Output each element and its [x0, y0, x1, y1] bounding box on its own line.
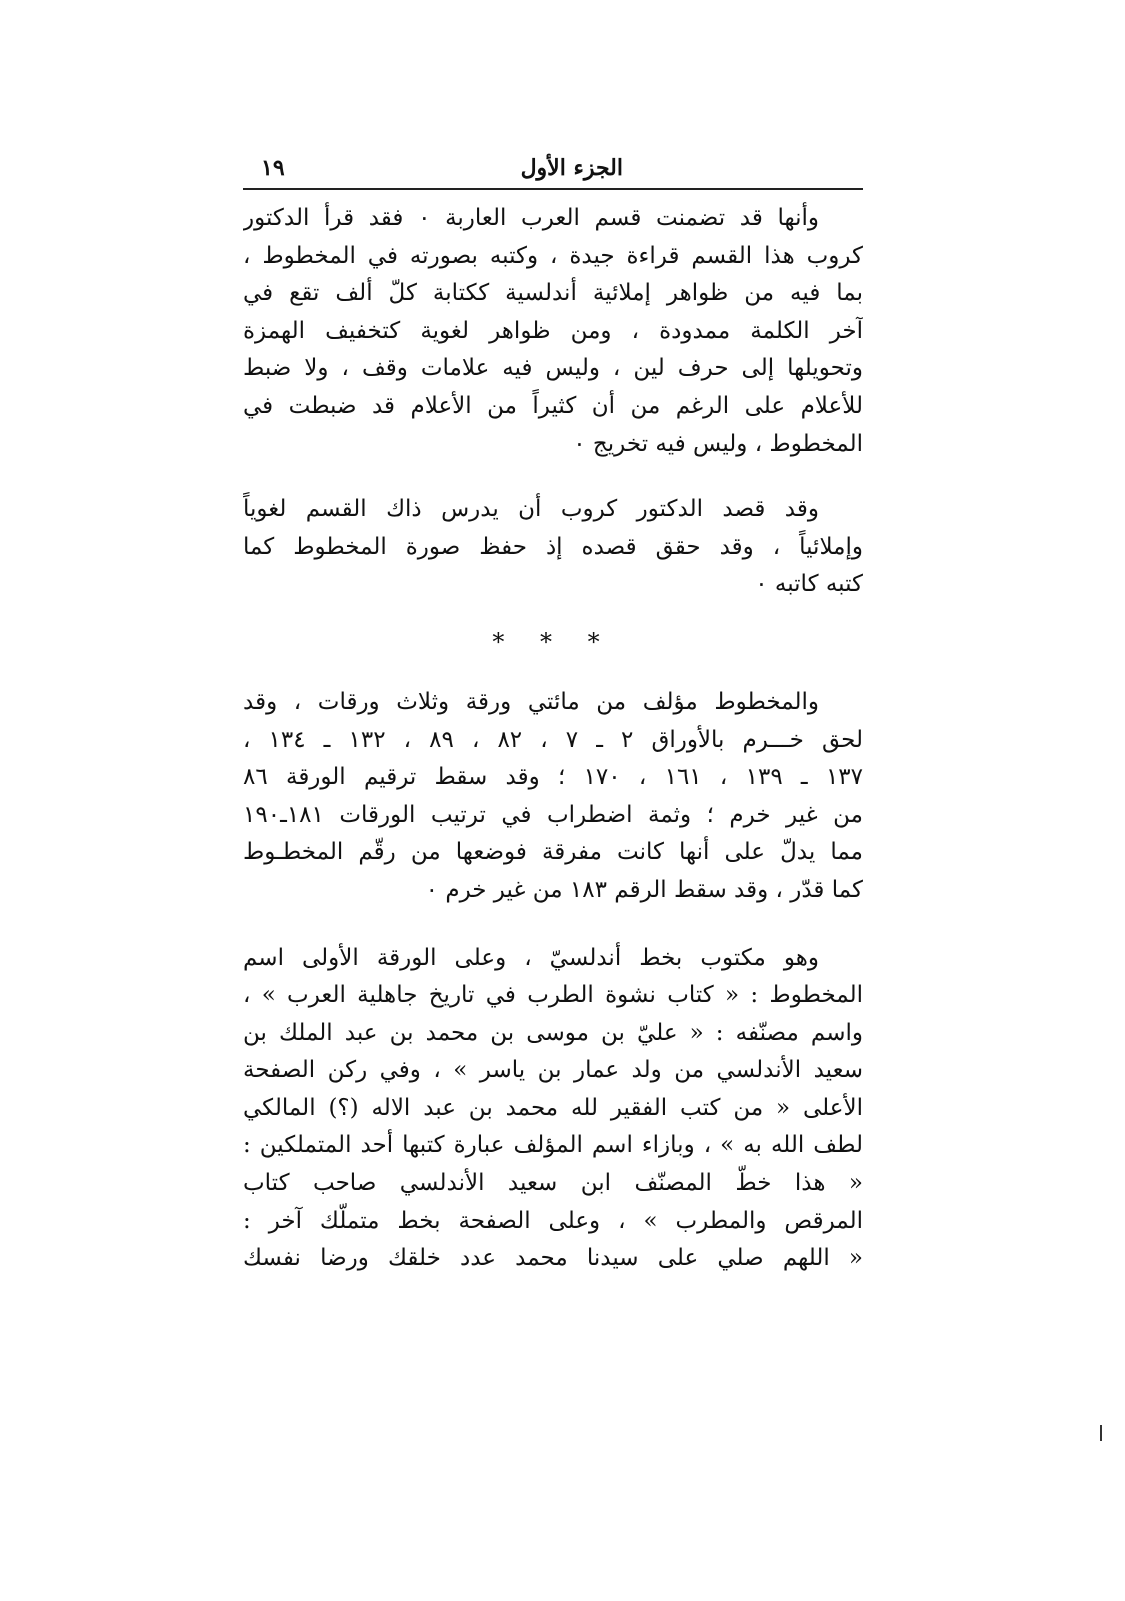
text-line: سعيد الأندلسي من ولد عمار بن ياسر » ، وفي ركن الصفحة [243, 1057, 863, 1084]
text-line: واسم مصنّفه : « عليّ بن موسى بن محمد بن عبد الملك بن [243, 1019, 863, 1046]
paragraph-gap [243, 463, 863, 491]
section-separator: * * * [492, 627, 614, 656]
header-rule [243, 188, 863, 190]
text-line: كتبه كاتبه ٠ [755, 571, 863, 598]
running-head [243, 150, 863, 186]
paragraph-gap [243, 910, 863, 940]
text-line: وأنها قد تضمنت قسم العرب العاربة ٠ فقد قرأ الدكتور [243, 205, 820, 231]
paragraph-gap [243, 662, 863, 684]
paragraph-4 [243, 940, 863, 1278]
text-line: « اللهم صلي على سيدنا محمد عدد خلقك ورضا نفسك [243, 1245, 863, 1272]
text-line: المخطوط : « كتاب نشوة الطرب في تاريخ جاهلية العرب » ، [243, 982, 863, 1009]
text-line: بما فيه من ظواهر إملائية أندلسية ككتابة كلّ ألف تقع في [243, 280, 863, 307]
paragraph-3 [243, 684, 863, 910]
paragraph-gap [243, 604, 863, 622]
text-line: المرقص والمطرب » ، وعلى الصفحة بخط متملّك آخر : [243, 1207, 863, 1234]
paragraph-2 [243, 491, 863, 604]
paragraph-1 [243, 200, 863, 463]
text-line: للأعلام على الرغم من أن كثيراً من الأعلام قد ضبطت في [243, 392, 863, 419]
text-line: الأعلى « من كتب الفقير لله محمد بن عبد الاله (؟) المالكي [243, 1094, 863, 1121]
text-line: كروب هذا القسم قراءة جيدة ، وكتبه بصورته في المخطوط ، [243, 242, 863, 269]
text-line: وتحويلها إلى حرف لين ، وليس فيه علامات وقف ، ولا ضبط [243, 355, 863, 382]
text-line: المخطوط ، وليس فيه تخريج ٠ [573, 430, 863, 457]
page-body [243, 200, 863, 1278]
text-line: ١٣٧ ـ ١٣٩ ، ١٦١ ، ١٧٠ ؛ وقد سقط ترقيم الورقة ٨٦ [243, 764, 863, 791]
text-line: كما قدّر ، وقد سقط الرقم ١٨٣ من غير خرم ٠ [425, 876, 863, 903]
page-number: ١٩ [261, 155, 285, 181]
text-line: من غير خرم ؛ وثمة اضطراب في ترتيب الورقات ١٨١ـ١٩٠ [243, 801, 863, 828]
text-line: « هذا خطّ المصنّف ابن سعيد الأندلسي صاحب كتاب [243, 1170, 863, 1197]
running-title: الجزء الأول [520, 155, 623, 181]
text-line: والمخطوط مؤلف من مائتي ورقة وثلاث ورقات ، وقد [243, 688, 819, 715]
margin-mark [1100, 1425, 1102, 1441]
text-line: آخر الكلمة ممدودة ، ومن ظواهر لغوية كتخفيف الهمزة [243, 317, 863, 344]
text-line: مما يدلّ على أنها كانت مفرقة فوضعها من رقّم المخطـوط [243, 839, 863, 866]
text-line: وقد قصد الدكتور كروب أن يدرس ذاك القسم لغوياً [243, 496, 819, 523]
text-line: وإملائياً ، وقد حقق قصده إذ حفظ صورة المخطوط كما [243, 533, 863, 560]
text-line: لطف الله به » ، وبازاء اسم المؤلف عبارة كتبها أحد المتملكين : [243, 1132, 863, 1159]
text-line: لحق خـــرم بالأوراق ٢ ـ ٧ ، ٨٢ ، ٨٩ ، ١٣٢ ـ ١٣٤ ، [243, 726, 863, 753]
text-line: وهو مكتوب بخط أندلسيّ ، وعلى الورقة الأولى اسم [243, 944, 819, 971]
